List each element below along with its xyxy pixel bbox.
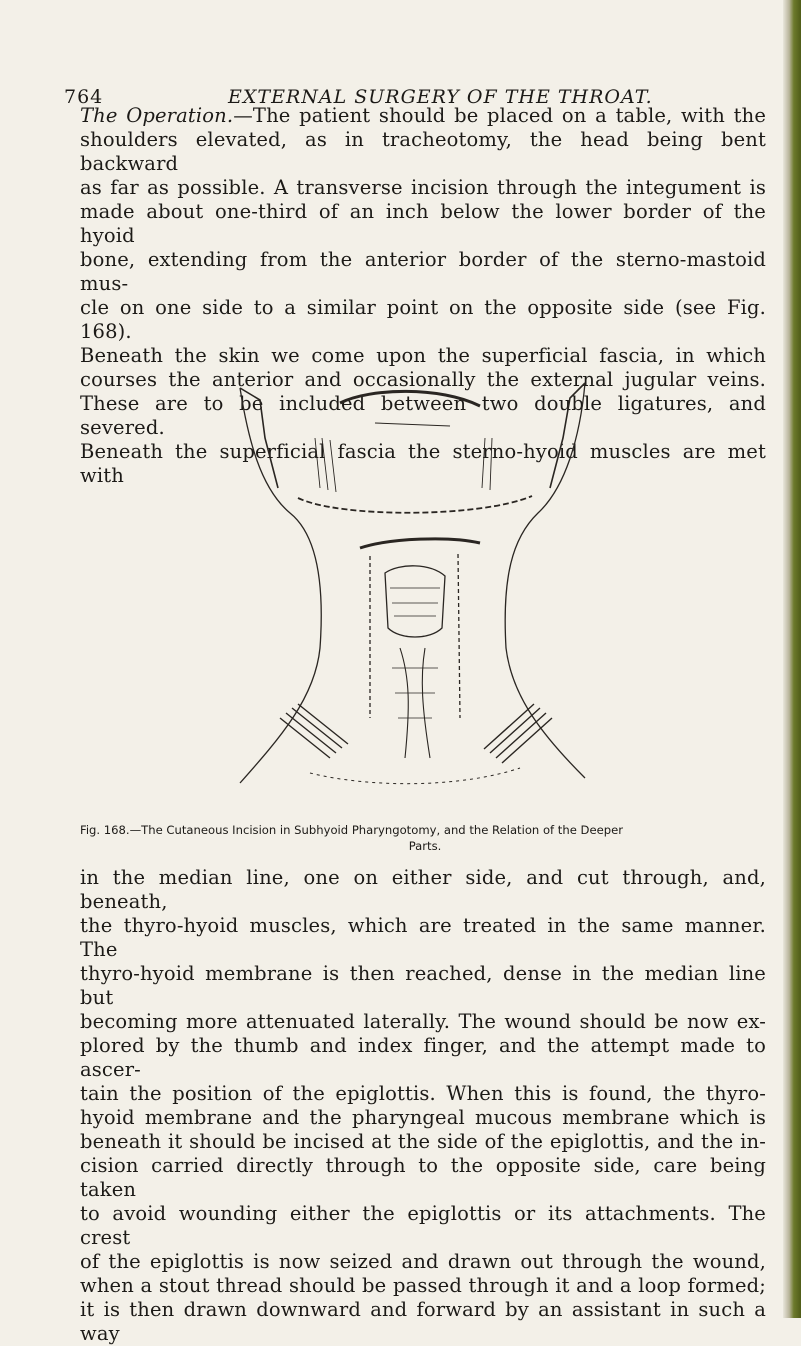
text-line: when a stout thread should be passed through it and a loop formed; (80, 1274, 766, 1297)
page-edge (783, 0, 801, 1318)
text-line: cle on one side to a similar point on the opposite side (see Fig. 168). (80, 296, 766, 343)
text-line: Beneath the superficial fascia the sterno-hyoid muscles are met with (80, 440, 766, 487)
lead-paragraph (80, 104, 767, 487)
page-number: 764 (64, 86, 104, 108)
text-line: bone, extending from the anterior border of the sterno-mastoid mus- (80, 248, 766, 295)
runin-title: The Operation. (80, 104, 234, 127)
caption-line: Parts. (408, 839, 442, 853)
neck-incision-illustration (220, 378, 605, 803)
text-line: to avoid wounding either the epiglottis or its attachments. The crest (80, 1202, 766, 1249)
text-line: beneath it should be incised at the side of the epiglottis, and the in- (80, 1130, 766, 1153)
text-line: shoulders elevated, as in tracheotomy, the head being bent backward (80, 128, 766, 175)
text-line: cision carried directly through to the opposite side, care being taken (80, 1154, 766, 1201)
text-line: Beneath the skin we come upon the superficial fascia, in which (80, 344, 766, 367)
text-line: in the median line, one on either side, and cut through, and, beneath, (80, 866, 766, 913)
text-line: tain the position of the epiglottis. When this is found, the thyro- (80, 1082, 766, 1105)
text-line: made about one-third of an inch below the lower border of the hyoid (80, 200, 766, 247)
continuation-paragraph (80, 866, 766, 1346)
text-line: as far as possible. A transverse incision through the integument is (80, 176, 766, 199)
text-line: hyoid membrane and the pharyngeal mucous membrane which is (80, 1106, 766, 1129)
running-head: EXTERNAL SURGERY OF THE THROAT. (228, 86, 653, 108)
text-line: These are to be included between two double ligatures, and severed. (80, 392, 766, 439)
text-line: it is then drawn downward and forward by an assistant in such a way (80, 1298, 766, 1345)
caption-line: Fig. 168.—The Cutaneous Incision in Subhyoid Pharyngotomy, and the Relation of the Deeper (80, 823, 623, 837)
incision-line (298, 496, 532, 513)
figure-caption (80, 822, 770, 854)
neck-outline-left (240, 388, 321, 783)
text-line: the thyro-hyoid muscles, which are treated in the same manner. The (80, 914, 766, 961)
text-line: The Operation.—The patient should be placed on a table, with the (80, 104, 767, 127)
text-line: courses the anterior and occasionally the external jugular veins. (80, 368, 766, 391)
anatomical-figure (220, 378, 605, 803)
text-line: becoming more attenuated laterally. The wound should be now ex- (80, 1010, 766, 1033)
text-line: thyro-hyoid membrane is then reached, dense in the median line but (80, 962, 766, 1009)
text-line: plored by the thumb and index finger, and the attempt made to ascer- (80, 1034, 766, 1081)
text-line: of the epiglottis is now seized and drawn out through the wound, (80, 1250, 766, 1273)
